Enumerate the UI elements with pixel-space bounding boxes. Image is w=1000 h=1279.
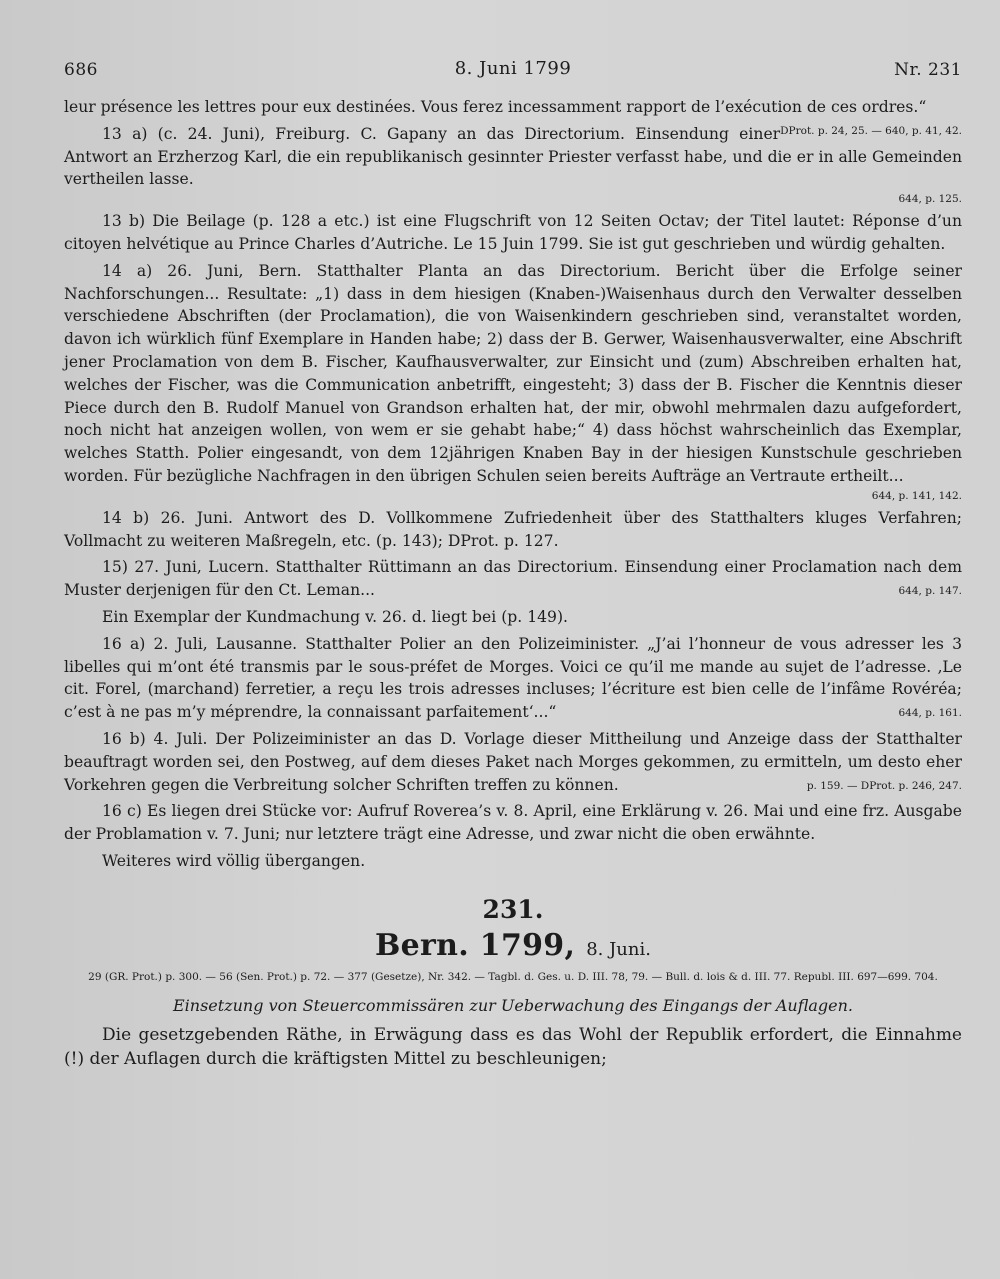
paragraph-text: leur présence les lettres pour eux destinées. Vous ferez incessamment rapport de l’exécution de ces ordres.“ bbox=[64, 98, 927, 116]
paragraph-continuation bbox=[64, 96, 962, 137]
page-content bbox=[64, 96, 962, 1075]
paragraph-15-note bbox=[64, 606, 962, 629]
reference-note: 644, p. 141, 142. bbox=[871, 489, 962, 502]
paragraph-closing bbox=[64, 850, 962, 873]
reference-note: 644, p. 147. bbox=[898, 585, 962, 598]
paragraph-text: 14 a) 26. Juni, Bern. Statthalter Planta an das Directorium. Bericht über die Erfolge seiner Nachforschungen... Resultate: „1) dass in dem hiesigen (Knaben-)Waisenhaus durch den Verwalter desselben verschiedene Abschriften (der Proclamation), die von Waisenkindern geschrieben sind, veranstaltet worden, davon ich würklich fünf Exemplare in Handen habe; 2) dass der B. Gerwer, Waisenhausverwalter, eine Abschrift jener Proclamation von dem B. Fischer, Kaufhausverwalter, zur Einsicht und (zum) Abschreiben erhalten hat, welches der Fischer, was die Communication anbetrifft, eingesteht; 3) dass der B. Fischer die Kenntnis dieser Piece durch den B. Rudolf Manuel von Grandson erhalten hat, der mir, obwohl mehrmalen dazu aufgefordert, noch nicht hat anzeigen wollen, von wem er sie gehabt habe;“ 4) dass höchst wahrscheinlich das Exemplar, welches Statth. Polier eingesandt, von dem 12jährigen Knaben Bay in der hiesigen Kunstschule geschrieben worden. Für bezügliche Nachfragen in den übrigen Schulen seien bereits Aufträge an Vertraute ertheilt... bbox=[64, 261, 962, 485]
paragraph-text: 13 a) (c. 24. Juni), Freiburg. C. Gapany an das Directorium. Einsendung einer Antwort an Erzherzog Karl, die ein republikanisch gesinnter Priester verfasst habe, und die er in alle Gemeinden vertheilen lasse. bbox=[64, 124, 962, 189]
document-heading bbox=[64, 927, 962, 963]
paragraph-text: 16 a) 2. Juli, Lausanne. Statthalter Polier an den Polizeiminister. „J’ai l’honneur de vous adresser les 3 libelles qui m’ont été transmis par le sous-préfet de Morges. Voici ce qu’il me mande au sujet de l’adresse. ‚Le cit. Forel, (marchand) ferretier, a reçu les trois adresses incluses; l’écriture est bien celle de l’infâme Rovéréa; c’est à ne pas m’y méprendre, la connaissant parfaitement‘...“ bbox=[64, 634, 962, 722]
paragraph-16c bbox=[64, 800, 962, 846]
document-date: 8. Juni. bbox=[586, 938, 651, 960]
paragraph-16a bbox=[64, 633, 962, 724]
reference-note: 644, p. 161. bbox=[898, 707, 962, 720]
document-subtitle: Einsetzung von Steuercommissären zur Ueberwachung des Eingangs der Auflagen. bbox=[172, 995, 853, 1015]
document-number-header: Nr. 231 bbox=[894, 60, 962, 80]
header-date: 8. Juni 1799 bbox=[454, 58, 572, 79]
paragraph-text: 16 c) Es liegen drei Stücke vor: Aufruf Roverea’s v. 8. April, eine Erklärung v. 26. Mai und eine frz. Ausgabe der Problamation v. 7. Juni; nur letztere trägt eine Adresse, und zwar nicht die oben erwähnte. bbox=[64, 802, 962, 844]
paragraph-14a bbox=[64, 260, 962, 488]
reference-note: DProt. p. 24, 25. — 640, p. 41, 42. bbox=[780, 124, 962, 137]
running-header bbox=[64, 56, 962, 86]
paragraph-15 bbox=[64, 556, 962, 602]
reference-note: p. 159. — DProt. p. 246, 247. bbox=[806, 779, 962, 792]
paragraph-text: 14 b) 26. Juni. Antwort des D. Vollkommene Zufriedenheit über des Statthalters kluges Verfahren; Vollmacht zu weiteren Maßregeln, etc. (p. 143); DProt. p. 127. bbox=[64, 508, 962, 550]
source-references: 29 (GR. Prot.) p. 300. — 56 (Sen. Prot.) p. 72. — 377 (Gesetze), Nr. 342. — Tagbl. d. Ges. u. D. III. 78, 79. — Bull. d. lois & d. III. 77. Republ. III. 697—699. 704. bbox=[88, 970, 938, 983]
paragraph-text: 15) 27. Juni, Lucern. Statthalter Rüttimann an das Directorium. Einsendung einer Proclamation nach dem Muster derjenigen für den Ct. Leman... bbox=[64, 558, 962, 600]
document-body: Die gesetzgebenden Räthe, in Erwägung dass es das Wohl der Republik erfordert, die Einnahme (!) der Auflagen durch die kräftigsten Mittel zu beschleunigen; bbox=[64, 1025, 962, 1070]
page-number: 686 bbox=[64, 60, 98, 80]
paragraph-14b bbox=[64, 507, 962, 553]
document-number: 231. bbox=[482, 894, 544, 924]
paragraph-text: Weiteres wird völlig übergangen. bbox=[102, 851, 366, 870]
paragraph-13b bbox=[64, 210, 962, 256]
paragraph-text: Ein Exemplar der Kundmachung v. 26. d. liegt bei (p. 149). bbox=[102, 607, 568, 626]
reference-note: 644, p. 125. bbox=[898, 193, 962, 206]
paragraph-text: 13 b) Die Beilage (p. 128 a etc.) ist eine Flugschrift von 12 Seiten Octav; der Titel lautet: Réponse d’un citoyen helvétique au Prince Charles d’Autriche. Le 15 Juin 1799. Sie ist gut geschrieben und würdig gehalten. bbox=[64, 212, 962, 253]
paragraph-text: 16 b) 4. Juli. Der Polizeiminister an das D. Vorlage dieser Mittheilung und Anzeige dass der Statthalter beauftragt worden sei, den Postweg, auf dem dieses Paket nach Morges gekommen, zu ermitteln, um desto eher Vorkehren gegen die Verbreitung solcher Schriften treffen zu können. bbox=[64, 729, 962, 794]
paragraph-16b bbox=[64, 728, 962, 796]
document-place-year: Bern. 1799, bbox=[375, 927, 576, 963]
